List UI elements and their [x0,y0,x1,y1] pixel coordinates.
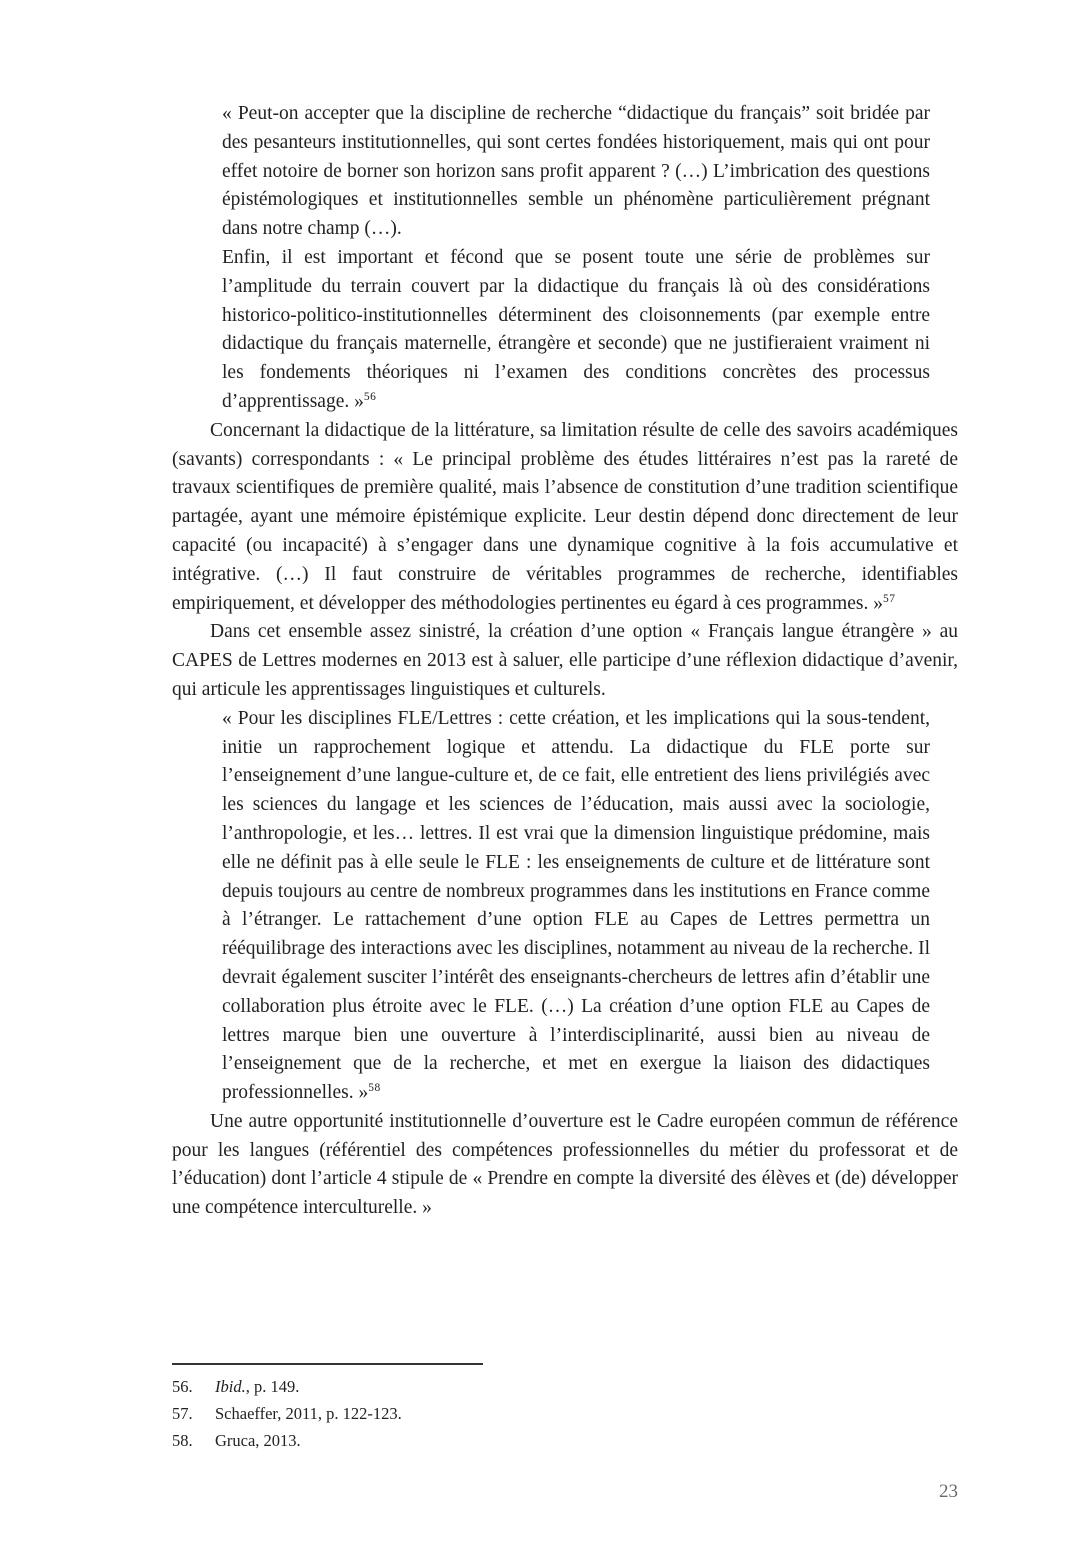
quote-paragraph-1b [222,244,930,417]
footnote-ref-56: 56 [363,390,377,403]
footnote-italic-text: Ibid. [215,1377,246,1396]
paragraph-didactique-litterature [172,417,958,619]
footnote-number: 57. [172,1404,193,1423]
footnote-separator [172,1363,483,1365]
footnote-item-57 [172,1400,958,1427]
quote-text: Enfin, il est important et fécond que se posent toute une série de problèmes sur l’amplitude du terrain couvert par la didactique du français là où des considérations historico-politico-institutionnelles déterminent des cloisonnements (par exemple entre didactique du français maternelle, étrangère et seconde) que ne justifieraient vraiment ni les fondements théoriques ni l’examen des conditions concrètes des processus d’apprentissage. » [222,246,930,412]
quote-paragraph-2 [222,705,930,1108]
paragraph-text: Concernant la didactique de la littérature, sa limitation résulte de celle des savoirs académiques (savants) correspondants : « Le principal problème des études littéraires n’est pas la rareté de travaux scientifiques de première qualité, mais l’absence de constitution d’une tradition scientifique partagée, ayant une mémoire épistémique explicite. Leur destin dépend donc directement de leur capacité (ou incapacité) à s’engager dans une dynamique cognitive à la fois accumulative et intégrative. (…) Il faut construire de véritables programmes de recherche, identifiables empiriquement, et développer des méthodologies pertinentes eu égard à ces programmes. » [172,419,958,614]
footnote-text: , p. 149. [245,1377,300,1396]
page-body [172,100,958,1223]
footnote-text: Schaeffer, 2011, p. 122-123. [215,1404,402,1423]
page-number: 23 [939,1481,958,1502]
footnote-number: 56. [172,1377,193,1396]
footnotes-section [172,1363,958,1454]
quote-block-2 [222,705,930,1108]
quote-paragraph-1a: « Peut-on accepter que la discipline de recherche “didactique du français” soit bridée par des pesanteurs institutionnelles, qui sont certes fondées historiquement, mais qui ont pour effet notoire de borner son horizon sans profit apparent ? (…) L’imbrication des questions épistémologiques et institutionnelles semble un phénomène particulièrement prégnant dans notre champ (…). [222,103,930,240]
footnote-number: 58. [172,1431,193,1450]
footnote-ref-58: 58 [368,1082,381,1095]
footnote-text: Gruca, 2013. [215,1431,301,1450]
paragraph-cadre-europeen: Une autre opportunité institutionnelle d’ouverture est le Cadre européen commun de référence pour les langues (référentiel des compétences professionnelles du métier du professorat et de l’éducation) dont l’article 4 stipule de « Prendre en compte la diversité des élèves et (de) développer une compétence interculturelle. » [172,1110,958,1219]
footnote-ref-57: 57 [882,592,896,605]
quote-text: « Pour les disciplines FLE/Lettres : cette création, et les implications qui la sous-tendent, initie un rapprochement logique et attendu. La didactique du FLE porte sur l’enseignement d’une langue-culture et, de ce fait, elle entretient des liens privilégiés avec les sciences du langage et les sciences de l’éducation, mais aussi avec la sociologie, l’anthropologie, et les… lettres. Il est vrai que la dimension linguistique prédomine, mais elle ne définit pas à elle seule le FLE : les enseignements de culture et de littérature sont depuis toujours au centre de nombreux programmes dans les institutions en France comme à l’étranger. Le rattachement d’une option FLE au Capes de Lettres permettra un rééquilibrage des interactions avec les disciplines, notamment au niveau de la recherche. Il devrait également susciter l’intérêt des enseignants-chercheurs de lettres afin d’établir une collaboration plus étroite avec le FLE. (…) La création d’une option FLE au Capes de lettres marque bien une ouverture à l’interdisciplinarité, aussi bien au niveau de l’enseignement que de la recherche, et met en exergue la liaison des didactiques professionnelles. » [222,707,930,1104]
footnote-item-56 [172,1373,958,1400]
paragraph-option-fle: Dans cet ensemble assez sinistré, la création d’une option « Français langue étrangère » au CAPES de Lettres modernes en 2013 est à saluer, elle participe d’une réflexion didactique d’avenir, qui articule les apprentissages linguistiques et culturels. [172,621,958,700]
quote-block-1 [222,100,930,417]
footnote-item-58 [172,1427,958,1454]
